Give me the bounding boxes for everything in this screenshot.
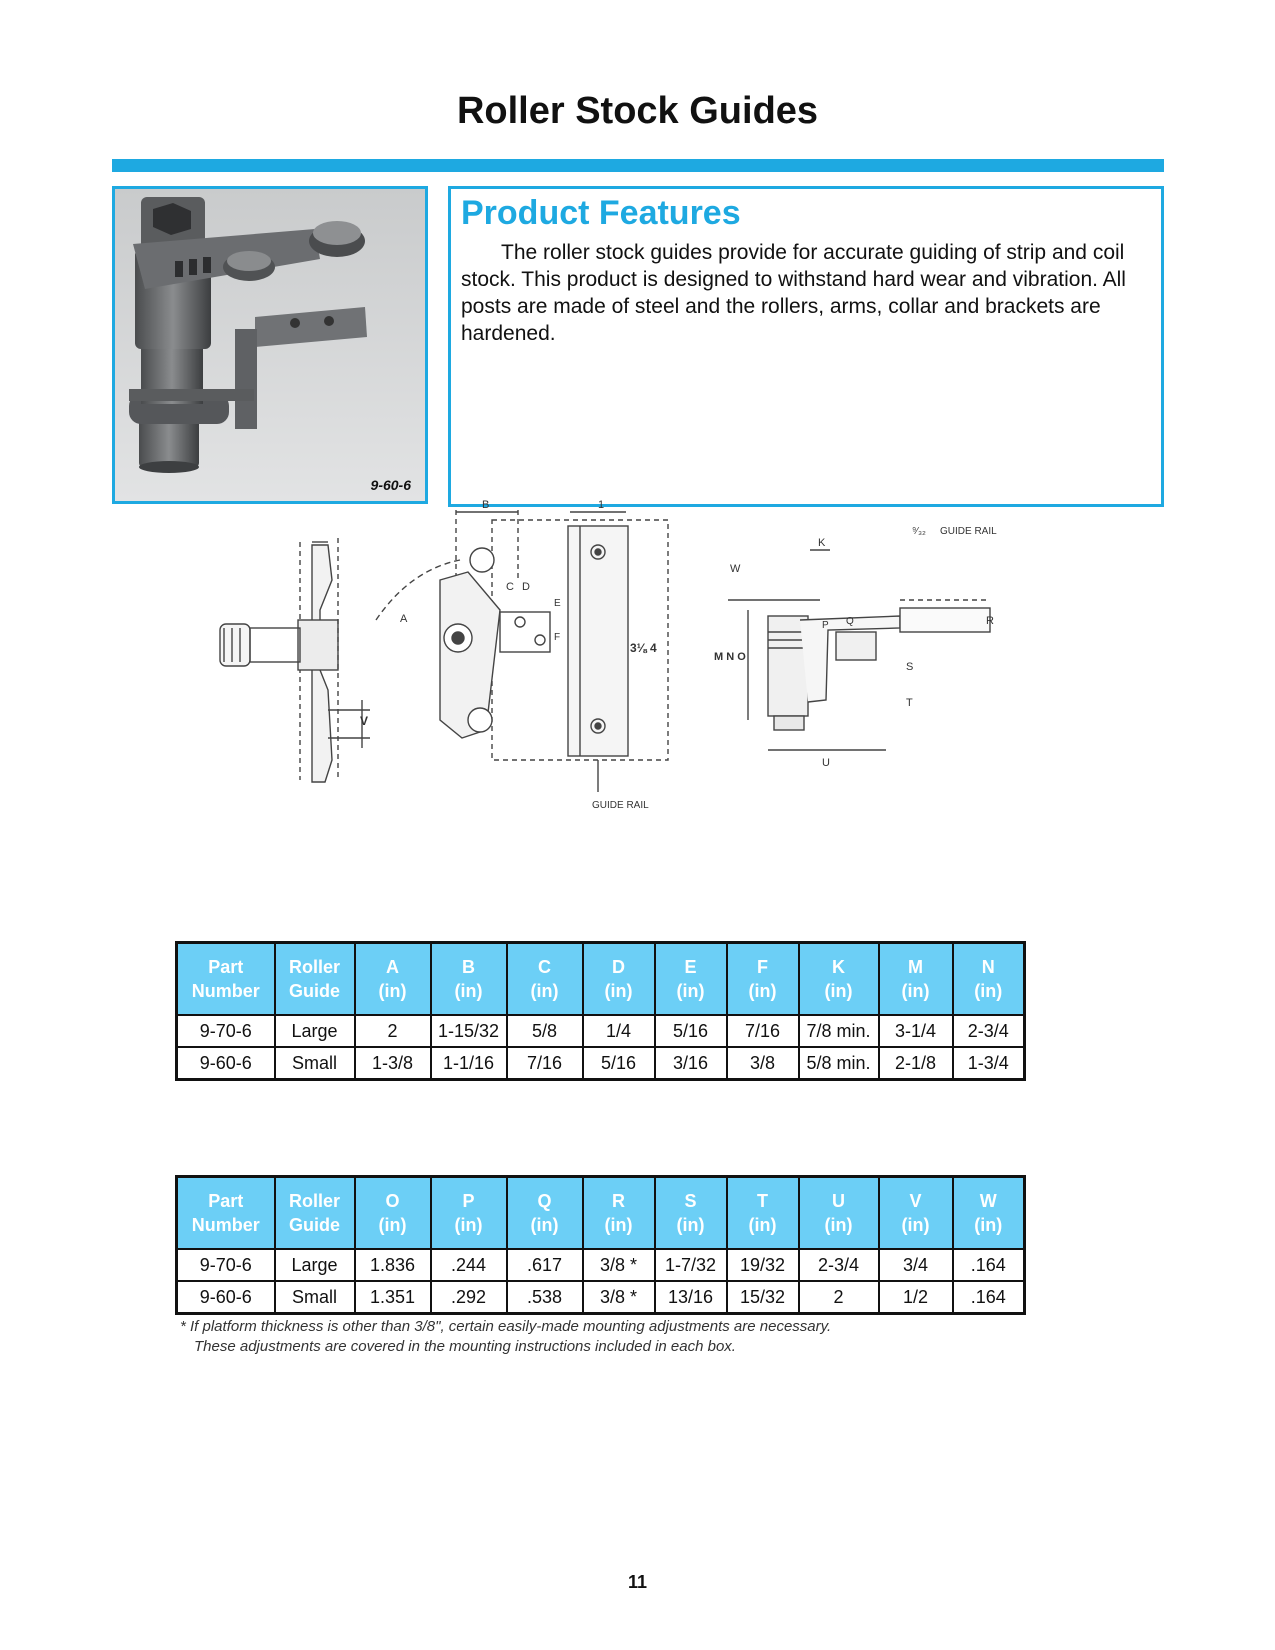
- footnote-line-2: These adjustments are covered in the mounting instructions included in each box.: [194, 1338, 736, 1355]
- footnote: [180, 1317, 831, 1357]
- col-roller-guide: Roller Guide: [275, 1177, 355, 1250]
- table-cell: 5/8: [507, 1015, 583, 1047]
- page-title: Roller Stock Guides: [456, 90, 819, 132]
- table-row: [177, 1047, 1025, 1080]
- label-t: T: [906, 697, 913, 709]
- label-guide-rail-top: GUIDE RAIL: [940, 526, 997, 537]
- table-cell: 19/32: [727, 1249, 799, 1281]
- table-cell: 15/32: [727, 1281, 799, 1314]
- table-cell: 3/8 *: [583, 1249, 655, 1281]
- col-f: F (in): [727, 943, 799, 1016]
- table-cell: 9-60-6: [177, 1047, 275, 1080]
- front-view-drawing: [714, 526, 997, 769]
- table-row: [177, 1249, 1025, 1281]
- table-cell: 2: [355, 1015, 431, 1047]
- table-cell: 9-60-6: [177, 1281, 275, 1314]
- table-cell: .292: [431, 1281, 507, 1314]
- table-cell: .164: [953, 1249, 1025, 1281]
- col-part-number: Part Number: [177, 943, 275, 1016]
- table-header-row: [177, 1177, 1025, 1250]
- table-row: [177, 1281, 1025, 1314]
- label-b: B: [482, 499, 490, 511]
- col-roller-guide: Roller Guide: [275, 943, 355, 1016]
- table-cell: 3-1/4: [879, 1015, 953, 1047]
- col-k: K (in): [799, 943, 879, 1016]
- spec-table-1: [175, 941, 1026, 1081]
- table-cell: 5/16: [655, 1015, 727, 1047]
- table-cell: 9-70-6: [177, 1249, 275, 1281]
- label-r: R: [986, 615, 994, 627]
- table-cell: Small: [275, 1047, 355, 1080]
- label-1: 1: [598, 499, 605, 511]
- table-cell: 5/16: [583, 1047, 655, 1080]
- table-cell: 2: [799, 1281, 879, 1314]
- label-a: A: [400, 613, 408, 625]
- table-cell: .164: [953, 1281, 1025, 1314]
- table-cell: Large: [275, 1015, 355, 1047]
- features-body: The roller stock guides provide for accurate guiding of strip and coil stock. This product is designed to withstand hard wear and vibration. All posts are made of steel and the rollers, arms, collar and brackets are hardened.: [461, 241, 1126, 345]
- label-3-1-8-and-4: 3⅛ 4: [630, 641, 657, 655]
- col-v: V (in): [879, 1177, 953, 1250]
- col-m: M (in): [879, 943, 953, 1016]
- table-cell: 7/16: [507, 1047, 583, 1080]
- photo-caption: 9-60-6: [370, 477, 411, 493]
- label-m-n-o: M N O: [714, 651, 746, 663]
- label-c: C: [506, 581, 514, 593]
- table-cell: 9-70-6: [177, 1015, 275, 1047]
- table-cell: Small: [275, 1281, 355, 1314]
- technical-drawings: [200, 499, 1080, 840]
- table-cell: 5/8 min.: [799, 1047, 879, 1080]
- label-f: F: [554, 632, 561, 643]
- product-features-panel: [448, 186, 1164, 507]
- table-cell: 1-15/32: [431, 1015, 507, 1047]
- col-w: W (in): [953, 1177, 1025, 1250]
- table-cell: 3/8 *: [583, 1281, 655, 1314]
- label-d: D: [522, 581, 530, 593]
- table-cell: 3/4: [879, 1249, 953, 1281]
- title-rule: [112, 159, 1164, 172]
- col-p: P (in): [431, 1177, 507, 1250]
- table-cell: 1.351: [355, 1281, 431, 1314]
- table-cell: 1/2: [879, 1281, 953, 1314]
- label-guide-rail: GUIDE RAIL: [592, 800, 649, 811]
- col-s: S (in): [655, 1177, 727, 1250]
- roller-guide-photo-illustration: [115, 189, 425, 501]
- table-cell: Large: [275, 1249, 355, 1281]
- table-cell: 1-3/4: [953, 1047, 1025, 1080]
- table-cell: 1.836: [355, 1249, 431, 1281]
- table-cell: .244: [431, 1249, 507, 1281]
- col-d: D (in): [583, 943, 655, 1016]
- footnote-line-1: * If platform thickness is other than 3/8", certain easily-made mounting adjustments are necessary.: [180, 1318, 832, 1335]
- table-cell: 2-1/8: [879, 1047, 953, 1080]
- table-header-row: [177, 943, 1025, 1016]
- top-view-drawing: [376, 499, 668, 811]
- table-cell: 7/8 min.: [799, 1015, 879, 1047]
- col-n: N (in): [953, 943, 1025, 1016]
- col-r: R (in): [583, 1177, 655, 1250]
- table-cell: .538: [507, 1281, 583, 1314]
- table-cell: 7/16: [727, 1015, 799, 1047]
- col-u: U (in): [799, 1177, 879, 1250]
- label-w: W: [730, 563, 741, 575]
- label-e: E: [554, 598, 561, 609]
- table-cell: 1/4: [583, 1015, 655, 1047]
- table-cell: 1-1/16: [431, 1047, 507, 1080]
- label-p: P: [822, 620, 829, 631]
- label-k: K: [818, 537, 826, 549]
- table-row: [177, 1015, 1025, 1047]
- table-cell: .617: [507, 1249, 583, 1281]
- label-u: U: [822, 757, 830, 769]
- table-cell: 2-3/4: [953, 1015, 1025, 1047]
- col-a: A (in): [355, 943, 431, 1016]
- side-view-drawing: [220, 538, 370, 782]
- col-e: E (in): [655, 943, 727, 1016]
- table-cell: 2-3/4: [799, 1249, 879, 1281]
- spec-table-2: [175, 1175, 1026, 1315]
- label-s: S: [906, 661, 914, 673]
- label-v: V: [360, 714, 369, 728]
- col-part-number: Part Number: [177, 1177, 275, 1250]
- table-cell: 1-3/8: [355, 1047, 431, 1080]
- table-cell: 3/16: [655, 1047, 727, 1080]
- table-cell: 13/16: [655, 1281, 727, 1314]
- page-number: 11: [627, 1572, 648, 1592]
- table-cell: 1-7/32: [655, 1249, 727, 1281]
- col-b: B (in): [431, 943, 507, 1016]
- col-q: Q (in): [507, 1177, 583, 1250]
- table-cell: 3/8: [727, 1047, 799, 1080]
- product-photo: [112, 186, 428, 504]
- label-q: Q: [846, 616, 854, 627]
- features-heading: Product Features: [461, 194, 741, 232]
- col-t: T (in): [727, 1177, 799, 1250]
- col-c: C (in): [507, 943, 583, 1016]
- dimension-drawing: [200, 499, 1080, 840]
- col-o: O (in): [355, 1177, 431, 1250]
- label-9-32: ⁹⁄₃₂: [912, 526, 926, 537]
